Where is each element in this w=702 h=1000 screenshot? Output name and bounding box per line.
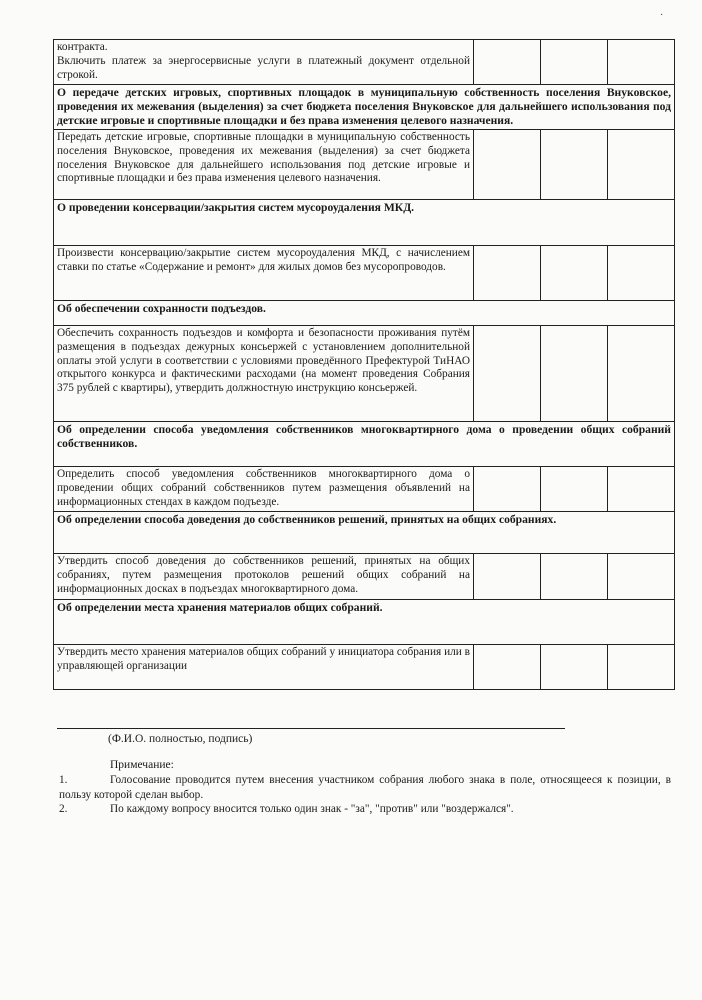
question-heading: Об определении места хранения материалов общих собраний.: [54, 600, 675, 645]
resolution-row: [54, 645, 675, 690]
resolution-text: Утвердить место хранения материалов общих собраний у инициатора собрания или в управляющей организации: [54, 645, 474, 690]
resolution-text: Передать детские игровые, спортивные площадки в муниципальную собственность поселения Внуковское, проведения их межевания (выделения) за счет бюджета поселения Внуковское для дальнейшего использования под детские игровые и спортивные площадки и без права изменения целевого назначения.: [54, 130, 474, 200]
vote-against-cell[interactable]: [541, 326, 608, 422]
question-heading: Об определении способа доведения до собственников решений, принятых на общих собраниях.: [54, 512, 675, 554]
vote-for-cell[interactable]: [474, 246, 541, 301]
question-heading-row: [54, 512, 675, 554]
signature-line: [57, 728, 565, 729]
vote-for-cell[interactable]: [474, 554, 541, 600]
notes-title: Примечание:: [110, 759, 174, 771]
vote-abstain-cell[interactable]: [608, 40, 675, 85]
resolution-row: [54, 246, 675, 301]
question-heading: Об обеспечении сохранности подъездов.: [54, 301, 675, 326]
question-heading-row: [54, 301, 675, 326]
resolution-text: Обеспечить сохранность подъездов и комфорта и безопасности проживания путём размещения в подъездах дежурных консьержей с установлением дополнительной оплаты этой услуги в соответствии с условиями проведённого Префектурой ТиНАО открытого конкурса и фактическими расходами (на момент проведения Собрания 375 рублей с квартиры), утвердить должностную инструкцию консьержей.: [54, 326, 474, 422]
signature-caption: (Ф.И.О. полностью, подпись): [108, 733, 253, 745]
vote-against-cell[interactable]: [541, 554, 608, 600]
vote-for-cell[interactable]: [474, 467, 541, 512]
vote-for-cell[interactable]: [474, 645, 541, 690]
resolution-row: [54, 554, 675, 600]
vote-against-cell[interactable]: [541, 246, 608, 301]
vote-abstain-cell[interactable]: [608, 645, 675, 690]
vote-abstain-cell[interactable]: [608, 326, 675, 422]
vote-against-cell[interactable]: [541, 467, 608, 512]
ballot-table-body: [54, 40, 675, 690]
note-text: Голосование проводится путем внесения участником собрания любого знака в поле, относящееся к позиции, в пользу которой сделан выбор.: [59, 774, 671, 801]
note-number: 1.: [59, 774, 68, 786]
vote-against-cell[interactable]: [541, 645, 608, 690]
ballot-table: [53, 39, 675, 690]
vote-abstain-cell[interactable]: [608, 246, 675, 301]
vote-for-cell[interactable]: [474, 326, 541, 422]
question-heading-row: [54, 422, 675, 467]
resolution-text: Утвердить способ доведения до собственников решений, принятых на общих собраниях, путем размещения протоколов решений общих собраний на информационных досках в подъездах многоквартирного дома.: [54, 554, 474, 600]
note-item: [59, 802, 671, 817]
vote-for-cell[interactable]: [474, 40, 541, 85]
resolution-text: Определить способ уведомления собственников многоквартирного дома о проведении общих собраний собственников путем размещения объявлений на информационных стендах в каждом подъезде.: [54, 467, 474, 512]
question-heading: О передаче детских игровых, спортивных площадок в муниципальную собственность поселения Внуковское, проведения их межевания (выделения) за счет бюджета поселения Внуковское для дальнейшего использования под детские игровые и спортивные площадки и без права изменения целевого назначения.: [54, 85, 675, 130]
question-heading: Об определении способа уведомления собственников многоквартирного дома о проведении общих собраний собственников.: [54, 422, 675, 467]
vote-abstain-cell[interactable]: [608, 554, 675, 600]
question-heading-row: [54, 600, 675, 645]
vote-abstain-cell[interactable]: [608, 130, 675, 200]
resolution-text: контракта. Включить платеж за энергосервисные услуги в платежный документ отдельной строкой.: [54, 40, 474, 85]
note-number: 2.: [59, 803, 68, 815]
resolution-text: Произвести консервацию/закрытие систем мусороудаления МКД, с начислением ставки по статье «Содержание и ремонт» для жилых домов без мусоропроводов.: [54, 246, 474, 301]
resolution-row: [54, 40, 675, 85]
vote-against-cell[interactable]: [541, 130, 608, 200]
note-text: По каждому вопросу вносится только один знак - "за", "против" или "воздержался".: [110, 803, 514, 815]
vote-against-cell[interactable]: [541, 40, 608, 85]
note-item: [59, 773, 671, 802]
resolution-row: [54, 130, 675, 200]
page-mark: ·: [660, 10, 664, 21]
resolution-row: [54, 467, 675, 512]
vote-for-cell[interactable]: [474, 130, 541, 200]
question-heading-row: [54, 85, 675, 130]
vote-abstain-cell[interactable]: [608, 467, 675, 512]
resolution-row: [54, 326, 675, 422]
question-heading: О проведении консервации/закрытия систем мусороудаления МКД.: [54, 200, 675, 246]
question-heading-row: [54, 200, 675, 246]
